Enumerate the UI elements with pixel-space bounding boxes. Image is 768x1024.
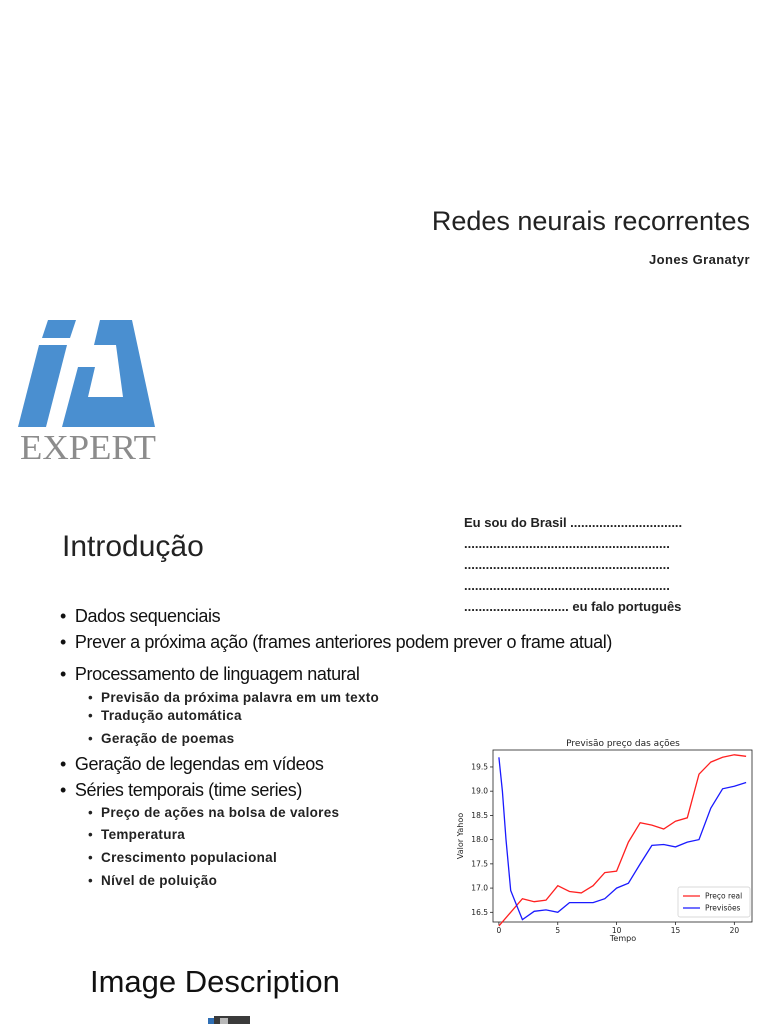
- image-description-heading: Image Description: [90, 964, 340, 999]
- sub-bullet-item: • Previsão da próxima palavra em um texto: [88, 690, 379, 705]
- x-tick-label: 15: [670, 926, 681, 935]
- dotted-line: .........................................................: [464, 536, 670, 551]
- sub-bullet-item: • Crescimento populacional: [88, 850, 277, 865]
- stock-prediction-chart: [452, 732, 758, 946]
- bullet-item: • Prever a próxima ação (frames anteriores podem prever o frame atual): [60, 632, 612, 653]
- dotted-line: Eu sou do Brasil ...............................: [464, 515, 683, 530]
- logo-a-shape: [62, 320, 155, 427]
- y-axis-label: Valor Yahoo: [456, 812, 465, 860]
- y-tick-label: 17.5: [471, 859, 488, 869]
- x-tick-label: 10: [611, 926, 622, 935]
- sub-bullet-item: • Temperatura: [88, 827, 185, 842]
- logo-expert-text: EXPERT: [20, 428, 156, 465]
- dotted-line: .........................................................: [464, 557, 670, 572]
- sub-bullet-item: • Nível de poluição: [88, 873, 217, 888]
- bullet-item: • Séries temporais (time series): [60, 780, 302, 801]
- ia-expert-logo: [18, 320, 158, 465]
- y-tick-label: 18.0: [471, 835, 488, 845]
- sub-bullet-item: • Geração de poemas: [88, 731, 234, 746]
- bullet-item: • Dados sequenciais: [60, 606, 220, 627]
- sub-bullet-item: • Preço de ações na bolsa de valores: [88, 805, 339, 820]
- dotted-example: [464, 512, 754, 617]
- logo-i-top: [42, 320, 76, 338]
- logo-i-stem: [18, 345, 67, 427]
- chart-title: Previsão preço das ações: [566, 739, 680, 749]
- dotted-line: .........................................................: [464, 578, 670, 593]
- bullet-item: • Geração de legendas em vídeos: [60, 754, 323, 775]
- y-tick-label: 16.5: [471, 907, 488, 917]
- bullet-item: • Processamento de linguagem natural: [60, 664, 359, 685]
- legend-label: Previsões: [705, 903, 741, 913]
- dotted-line: ............................. eu falo português: [464, 599, 682, 614]
- legend-label: Preço real: [705, 891, 743, 901]
- author-name: Jones Granatyr: [649, 252, 750, 267]
- x-tick-label: 5: [555, 926, 561, 935]
- section-heading: Introdução: [62, 530, 204, 563]
- x-tick-label: 20: [729, 926, 740, 935]
- slide-title: Redes neurais recorrentes: [431, 206, 750, 236]
- y-tick-label: 18.5: [471, 810, 488, 820]
- sub-bullet-item: • Tradução automática: [88, 708, 242, 723]
- y-tick-label: 17.0: [471, 883, 488, 893]
- y-tick-label: 19.0: [471, 786, 488, 796]
- y-tick-label: 19.5: [471, 762, 488, 772]
- x-tick-label: 0: [496, 926, 502, 935]
- image-thumbnail: [208, 1016, 250, 1024]
- x-axis-label: Tempo: [609, 934, 637, 943]
